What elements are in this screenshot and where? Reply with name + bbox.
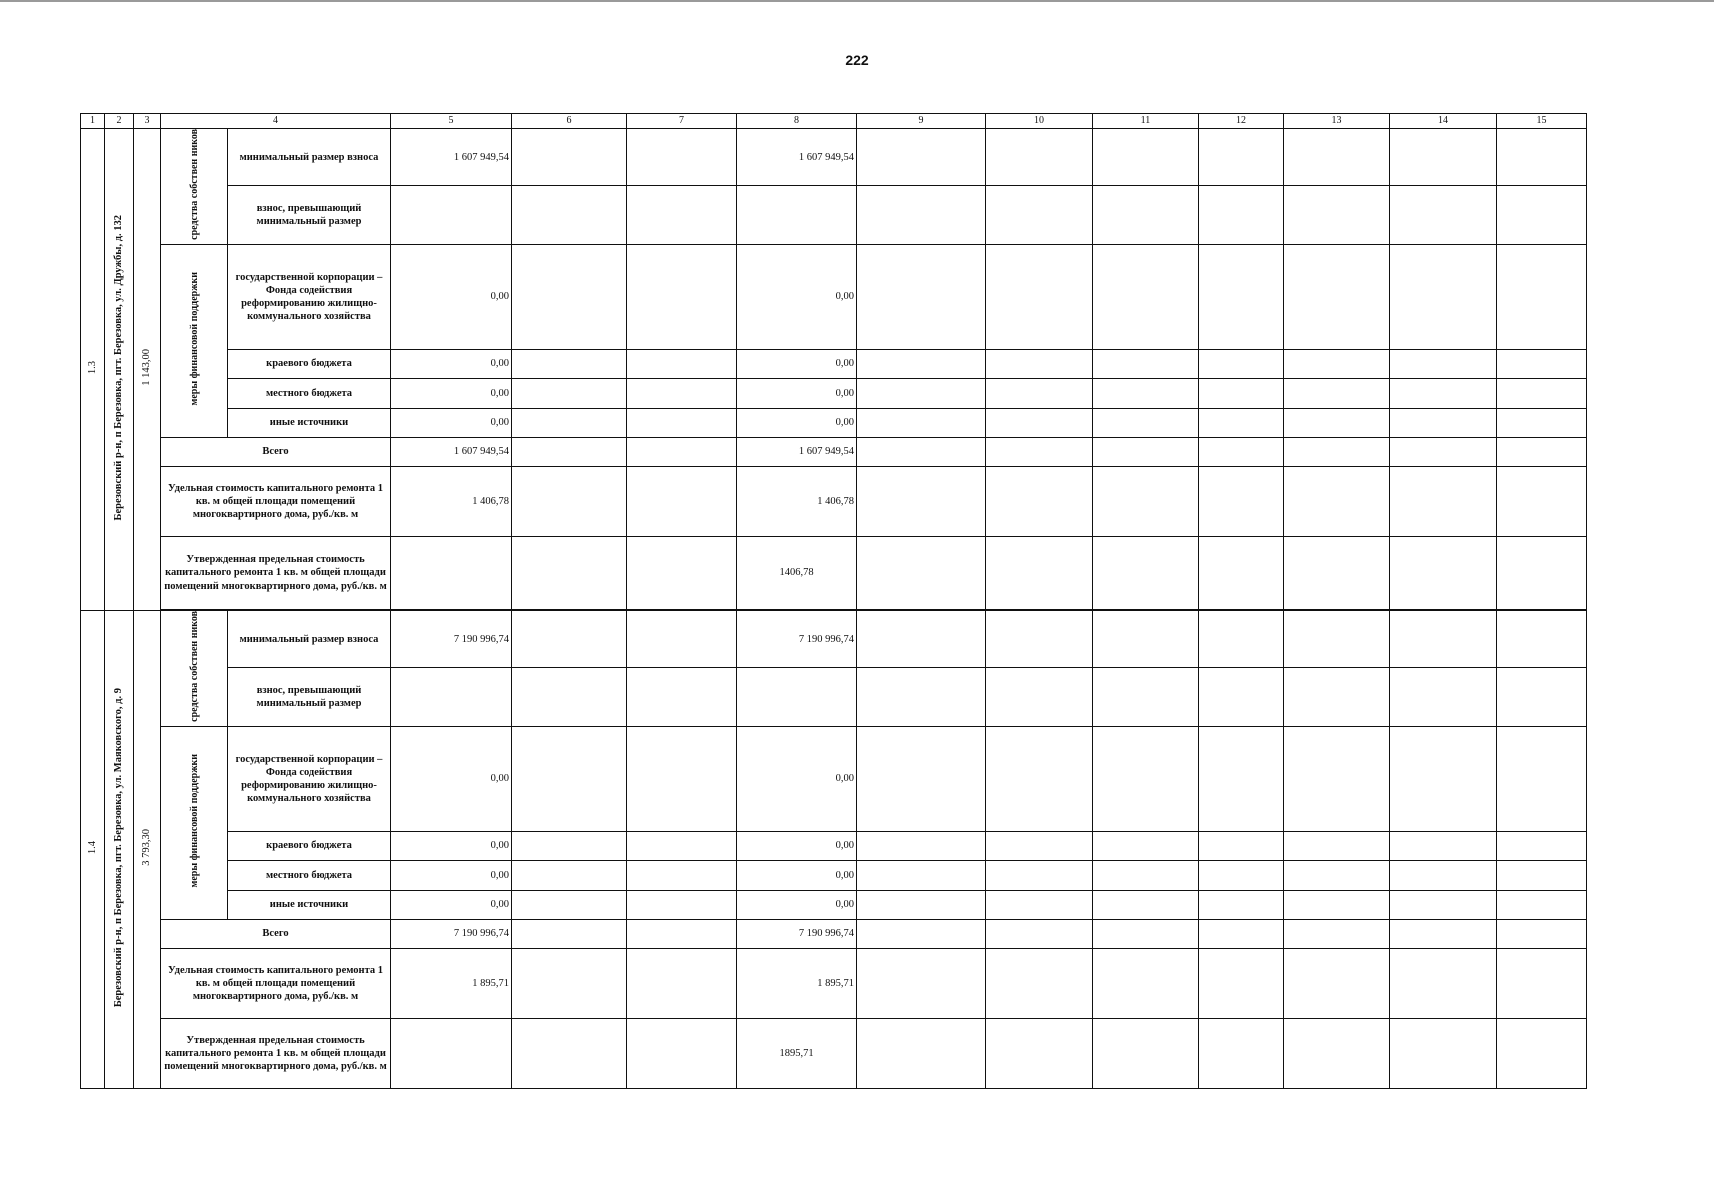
state-corp-c8: 0,00 (737, 726, 857, 831)
section-address: Березовский р-н, п Березовка, пгт. Березовка, ул. Дружбы, д. 132 (105, 129, 134, 611)
approved-limit-label: Утвержденная предельная стоимость капитального ремонта 1 кв. м общей площади помещений многоквартирного дома, руб./кв. м (161, 1018, 391, 1088)
table-row (81, 948, 1587, 1018)
approved-limit-c8: 1406,78 (737, 536, 857, 609)
unit-cost-c5: 1 406,78 (391, 466, 512, 536)
total-c8: 7 190 996,74 (737, 919, 857, 948)
table-row (81, 378, 1587, 408)
col-num-10: 10 (986, 114, 1093, 129)
min-contribution-label: минимальный размер взноса (228, 610, 391, 667)
above-min-contribution-label: взнос, превышающий минимальный размер (228, 668, 391, 727)
other-c5: 0,00 (391, 890, 512, 919)
col-num-3: 3 (134, 114, 161, 129)
regional-budget-label: краевого бюджета (228, 349, 391, 378)
table-row (81, 408, 1587, 437)
table-row (81, 1018, 1587, 1088)
total-c5: 1 607 949,54 (391, 437, 512, 466)
table-row (81, 890, 1587, 919)
unit-cost-label: Удельная стоимость капитального ремонта 1 кв. м общей площади помещений многоквартирного дома, руб./кв. м (161, 948, 391, 1018)
scan-edge-line (0, 0, 1714, 2)
support-group-label: меры финансовой поддержки (161, 726, 228, 919)
other-sources-label: иные источники (228, 890, 391, 919)
col-num-9: 9 (857, 114, 986, 129)
owner-funds-group-label: средства собствен ников (161, 129, 228, 245)
min-contribution-c8: 7 190 996,74 (737, 610, 857, 667)
local-budget-label: местного бюджета (228, 860, 391, 890)
col-num-15: 15 (1497, 114, 1587, 129)
min-contribution-label: минимальный размер взноса (228, 129, 391, 186)
state-corp-c5: 0,00 (391, 726, 512, 831)
column-number-row (81, 114, 1587, 129)
local-c5: 0,00 (391, 860, 512, 890)
total-label: Всего (161, 437, 391, 466)
col-num-11: 11 (1093, 114, 1199, 129)
support-group-label: меры финансовой поддержки (161, 244, 228, 437)
col-num-4: 4 (161, 114, 391, 129)
table-row (81, 349, 1587, 378)
table-row (81, 831, 1587, 860)
col-num-14: 14 (1390, 114, 1497, 129)
table-row (81, 610, 1587, 667)
table-row (81, 726, 1587, 831)
other-c5: 0,00 (391, 408, 512, 437)
state-corp-c5: 0,00 (391, 244, 512, 349)
table-row (81, 437, 1587, 466)
local-c8: 0,00 (737, 860, 857, 890)
local-c8: 0,00 (737, 378, 857, 408)
col-num-6: 6 (512, 114, 627, 129)
total-c5: 7 190 996,74 (391, 919, 512, 948)
col-num-13: 13 (1284, 114, 1390, 129)
col-num-12: 12 (1199, 114, 1284, 129)
approved-limit-label: Утвержденная предельная стоимость капитального ремонта 1 кв. м общей площади помещений многоквартирного дома, руб./кв. м (161, 536, 391, 609)
total-c8: 1 607 949,54 (737, 437, 857, 466)
col-num-5: 5 (391, 114, 512, 129)
page-number: 222 (845, 52, 869, 68)
other-sources-label: иные источники (228, 408, 391, 437)
table-row (81, 536, 1587, 609)
section-address: Березовский р-н, п Березовка, пгт. Березовка, ул. Маяковского, д. 9 (105, 610, 134, 1088)
section-area: 1 143,00 (134, 129, 161, 611)
local-c5: 0,00 (391, 378, 512, 408)
regional-c5: 0,00 (391, 831, 512, 860)
min-contribution-c5: 7 190 996,74 (391, 610, 512, 667)
total-label: Всего (161, 919, 391, 948)
regional-c5: 0,00 (391, 349, 512, 378)
table-row (81, 244, 1587, 349)
other-c8: 0,00 (737, 408, 857, 437)
capital-repair-table (80, 113, 1587, 1089)
state-corp-c8: 0,00 (737, 244, 857, 349)
col-num-7: 7 (627, 114, 737, 129)
state-corp-label: государственной корпорации – Фонда содействия реформированию жилищно-коммунального хозяйства (228, 726, 391, 831)
col-num-1: 1 (81, 114, 105, 129)
section-index: 1.3 (81, 129, 105, 611)
state-corp-label: государственной корпорации – Фонда содействия реформированию жилищно-коммунального хозяйства (228, 244, 391, 349)
table-row (81, 129, 1587, 186)
table-row (81, 919, 1587, 948)
min-contribution-c5: 1 607 949,54 (391, 129, 512, 186)
regional-c8: 0,00 (737, 831, 857, 860)
min-contribution-c8: 1 607 949,54 (737, 129, 857, 186)
owner-funds-group-label: средства собствен ников (161, 610, 228, 726)
table-row (81, 186, 1587, 245)
col-num-8: 8 (737, 114, 857, 129)
regional-budget-label: краевого бюджета (228, 831, 391, 860)
unit-cost-c5: 1 895,71 (391, 948, 512, 1018)
above-min-contribution-label: взнос, превышающий минимальный размер (228, 186, 391, 245)
unit-cost-c8: 1 895,71 (737, 948, 857, 1018)
section-area: 3 793,30 (134, 610, 161, 1088)
col-num-2: 2 (105, 114, 134, 129)
approved-limit-c8: 1895,71 (737, 1018, 857, 1088)
other-c8: 0,00 (737, 890, 857, 919)
section-index: 1.4 (81, 610, 105, 1088)
local-budget-label: местного бюджета (228, 378, 391, 408)
table-row (81, 860, 1587, 890)
table-row (81, 668, 1587, 727)
table-row (81, 466, 1587, 536)
regional-c8: 0,00 (737, 349, 857, 378)
unit-cost-c8: 1 406,78 (737, 466, 857, 536)
unit-cost-label: Удельная стоимость капитального ремонта 1 кв. м общей площади помещений многоквартирного дома, руб./кв. м (161, 466, 391, 536)
